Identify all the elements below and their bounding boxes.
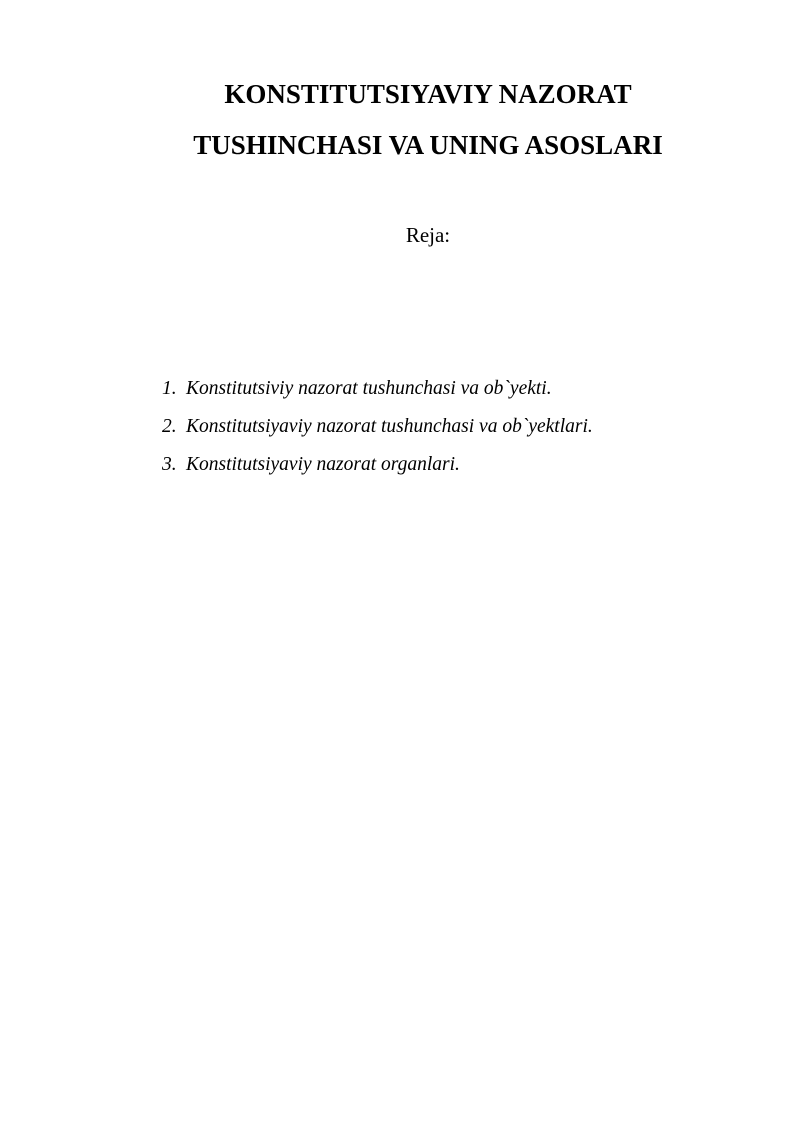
plan-item-3 — [162, 452, 593, 478]
plan-item-2 — [162, 414, 593, 440]
document-title-line-1: KONSTITUTSIYAVIY NAZORAT — [224, 79, 632, 109]
plan-heading: Reja: — [405, 223, 451, 247]
plan-item-number: 2. — [162, 416, 177, 437]
plan-item-number: 1. — [162, 378, 177, 399]
plan-item-text: Konstitutsiyaviy nazorat tushunchasi va ob`yektlari. — [186, 416, 593, 437]
plan-item-1 — [162, 376, 593, 402]
plan-item-text: Konstitutsiviy nazorat tushunchasi va ob`yekti. — [186, 378, 552, 399]
plan-item-number: 3. — [162, 454, 177, 475]
plan-item-text: Konstitutsiyaviy nazorat organlari. — [186, 454, 460, 475]
document-title-line-2: TUSHINCHASI VA UNING ASOSLARI — [193, 130, 663, 160]
plan-list — [162, 376, 593, 490]
